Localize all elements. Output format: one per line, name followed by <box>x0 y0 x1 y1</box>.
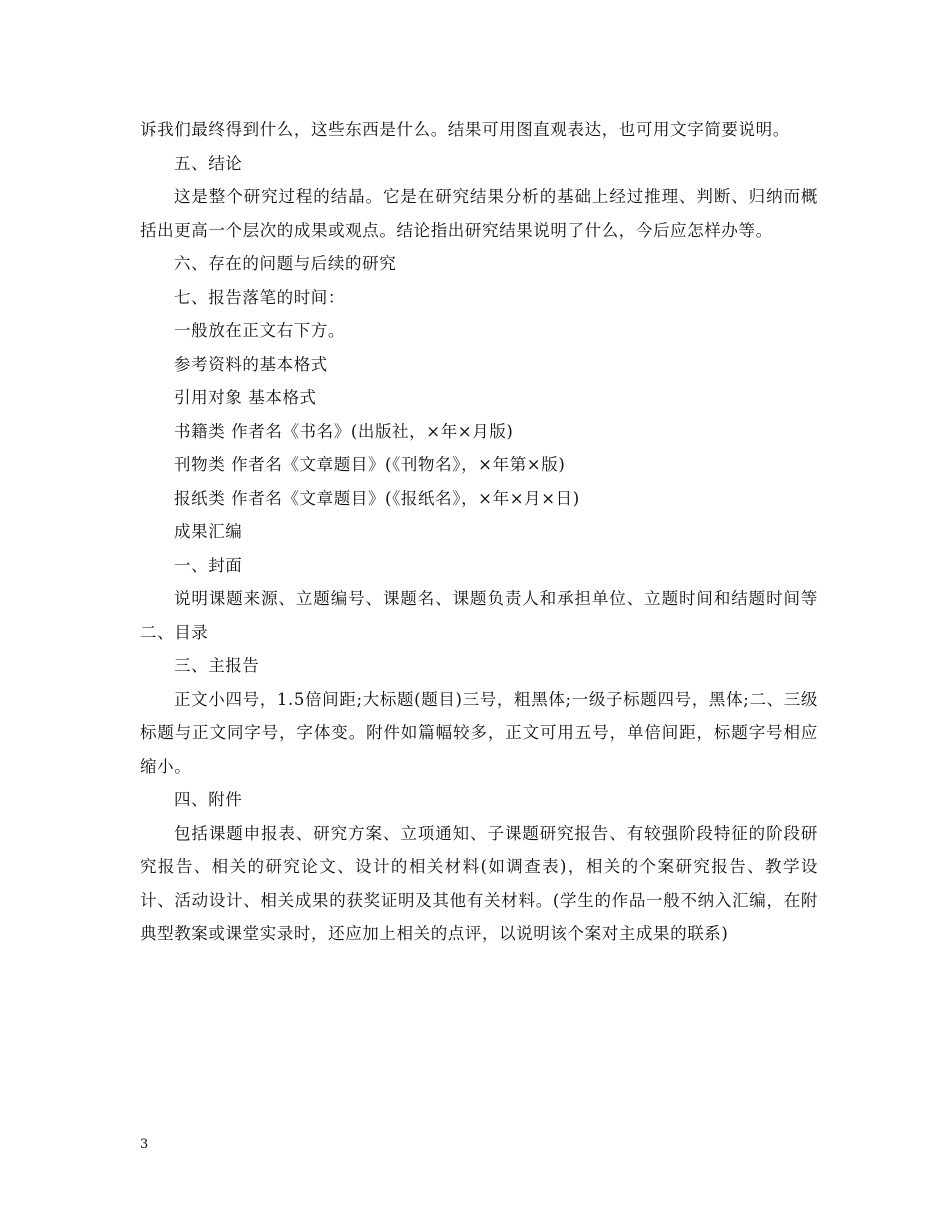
paragraph: 包括课题申报表、研究方案、立项通知、子课题研究报告、有较强阶段特征的阶段研究报告、相关的研究论文、设计的相关材料(如调查表)，相关的个案研究报告、教学设计、活动设计、相关成果的获奖证明及其他有关材料。(学生的作品一般不纳入汇编，在附典型教案或课堂实录时，还应加上相关的点评，以说明该个案对主成果的联系) <box>140 823 818 943</box>
paragraph: 三、主报告 <box>174 656 260 675</box>
paragraph: 四、附件 <box>174 790 243 809</box>
paragraph: 六、存在的问题与后续的研究 <box>174 254 397 273</box>
paragraph: 刊物类 作者名《文章题目》(《刊物名》，×年第×版) <box>174 455 566 474</box>
paragraph: 书籍类 作者名《书名》(出版社，×年×月版) <box>174 421 514 441</box>
paragraph: 这是整个研究过程的结晶。它是在研究结果分析的基础上经过推理、判断、归纳而概括出更高一个层次的成果或观点。结论指出研究结果说明了什么，今后应怎样办等。 <box>140 187 818 240</box>
paragraph: 一、封面 <box>174 555 243 575</box>
paragraph: 一般放在正文右下方。 <box>174 321 345 340</box>
document-body <box>140 113 818 951</box>
page-number: 3 <box>140 1137 149 1152</box>
paragraph: 五、结论 <box>174 153 243 173</box>
paragraph: 报纸类 作者名《文章题目》(《报纸名》，×年×月×日) <box>174 488 580 508</box>
paragraph: 诉我们最终得到什么，这些东西是什么。结果可用图直观表达，也可用文字简要说明。 <box>140 120 790 139</box>
paragraph: 说明课题来源、立题编号、课题名、课题负责人和承担单位、立题时间和结题时间等二、目录 <box>140 589 818 642</box>
paragraph: 七、报告落笔的时间： <box>174 287 345 307</box>
paragraph: 引用对象 基本格式 <box>174 388 317 407</box>
paragraph: 参考资料的基本格式 <box>174 354 328 374</box>
paragraph: 成果汇编 <box>174 522 243 541</box>
paragraph: 正文小四号，1.5倍间距;大标题(题目)三号，粗黑体;一级子标题四号，黑体;二、三级标题与正文同字号，字体变。附件如篇幅较多，正文可用五号，单倍间距，标题字号相应缩小。 <box>140 689 818 776</box>
